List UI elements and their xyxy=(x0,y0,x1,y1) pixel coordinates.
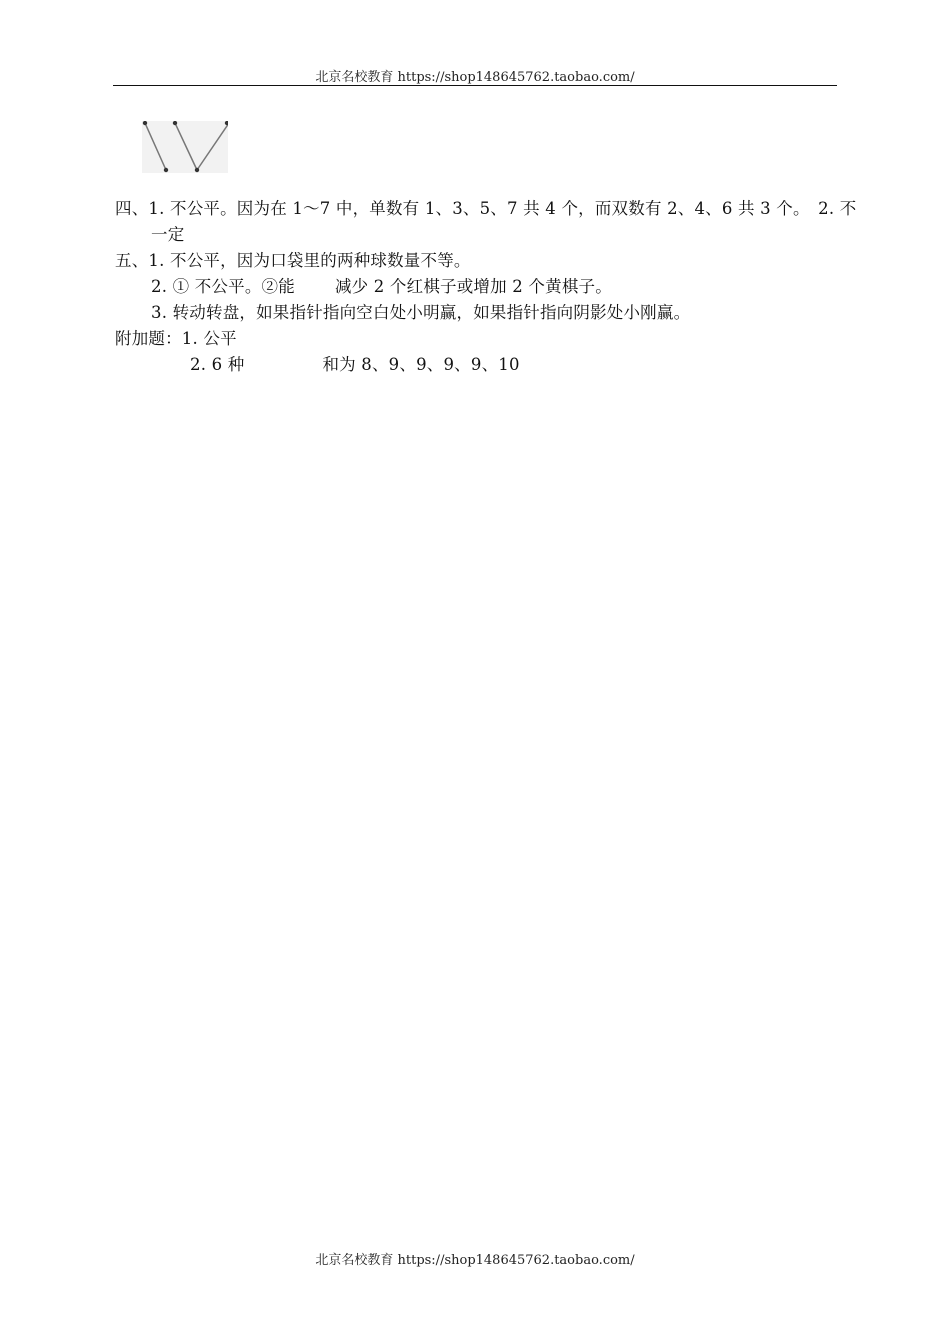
section5-item3: 3. 转动转盘，如果指针指向空白处小明赢，如果指针指向阴影处小刚赢。 xyxy=(151,303,691,322)
page-footer: 北京名校教育 https://shop148645762.taobao.com/ xyxy=(315,1253,635,1268)
dot-top-2 xyxy=(173,121,177,125)
dot-top-1 xyxy=(143,121,147,125)
section5-item2-part-a: 2. ① 不公平。②能 xyxy=(151,277,295,296)
bonus-item2 xyxy=(115,352,840,378)
dot-top-3 xyxy=(225,121,228,125)
connector-line-3 xyxy=(197,123,228,170)
page-header: 北京名校教育 https://shop148645762.taobao.com/ xyxy=(315,70,635,85)
header-divider xyxy=(113,85,837,86)
connector-line-2 xyxy=(175,123,197,170)
dot-bottom-1 xyxy=(164,168,168,172)
answer-content xyxy=(115,196,857,378)
section4-line1: 四、1. 不公平。因为在 1～7 中，单数有 1、3、5、7 共 4 个，而双数有 2、4、6 共 3 个。 2. 不 xyxy=(115,199,857,218)
dot-bottom-2 xyxy=(195,168,199,172)
matching-lines-figure xyxy=(142,121,228,173)
bonus-item2-part-a: 2. 6 种 xyxy=(190,355,245,374)
section5-item2 xyxy=(115,274,840,300)
section5-item2-part-b: 减少 2 个红棋子或增加 2 个黄棋子。 xyxy=(334,277,612,296)
bonus-item2-part-b: 和为 8、9、9、9、9、10 xyxy=(322,355,520,374)
bonus-item1: 附加题：1. 公平 xyxy=(115,329,237,348)
section5-item1: 五、1. 不公平，因为口袋里的两种球数量不等。 xyxy=(115,251,471,270)
section4-line2: 一定 xyxy=(151,225,185,244)
connector-line-1 xyxy=(145,123,166,170)
